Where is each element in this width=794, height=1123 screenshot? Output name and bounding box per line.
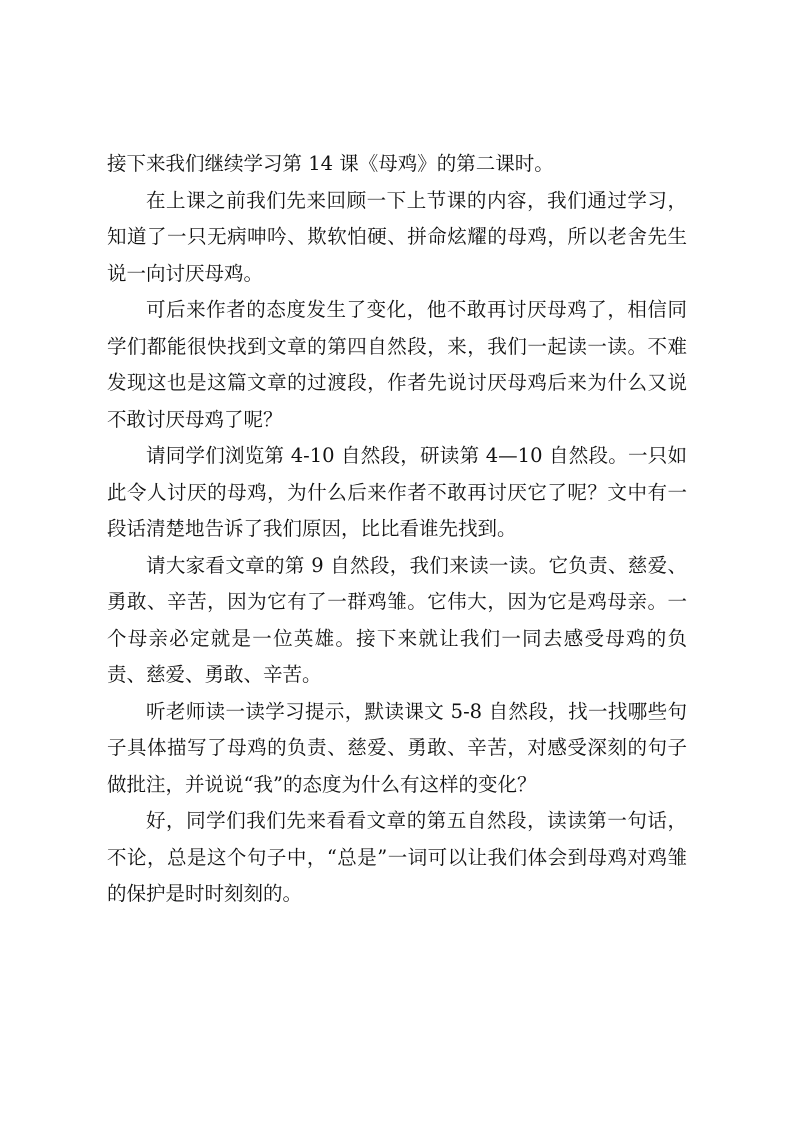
- document-body: [107, 146, 687, 913]
- paragraph-intro: 接下来我们继续学习第 14 课《母鸡》的第二课时。: [107, 152, 554, 175]
- paragraph-ninth-section: 请大家看文章的第 9 自然段，我们来读一读。它负责、慈爱、勇敢、辛苦，因为它有了一群鸡雏。它伟大，因为它是鸡母亲。一个母亲必定就是一位英雄。接下来就让我们一同去感受母鸡的负责、慈爱、勇敢、辛苦。: [107, 553, 687, 686]
- paragraph-fifth-section: 好，同学们我们先来看看文章的第五自然段，读读第一句话，不论，总是这个句子中，“总是”一词可以让我们体会到母鸡对鸡雏的保护是时时刻刻的。: [107, 809, 687, 905]
- paragraph-study-tips: 听老师读一读学习提示，默读课文 5-8 自然段，找一找哪些句子具体描写了母鸡的负责、慈爱、勇敢、辛苦，对感受深刻的句子做批注，并说说“我”的态度为什么有这样的变化？: [107, 699, 687, 796]
- paragraph-review: 在上课之前我们先来回顾一下上节课的内容，我们通过学习，知道了一只无病呻吟、欺软怕硬、拼命炫耀的母鸡，所以老舍先生说一向讨厌母鸡。: [107, 188, 687, 285]
- paragraph-transition: 可后来作者的态度发生了变化，他不敢再讨厌母鸡了，相信同学们都能很快找到文章的第四自然段，来，我们一起读一读。不难发现这也是这篇文章的过渡段，作者先说讨厌母鸡后来为什么又说不敢讨厌母鸡了呢？: [107, 298, 687, 431]
- paragraph-browse: 请同学们浏览第 4-10 自然段，研读第 4—10 自然段。一只如此令人讨厌的母鸡，为什么后来作者不敢再讨厌它了呢？文中有一段话清楚地告诉了我们原因，比比看谁先找到。: [107, 444, 687, 540]
